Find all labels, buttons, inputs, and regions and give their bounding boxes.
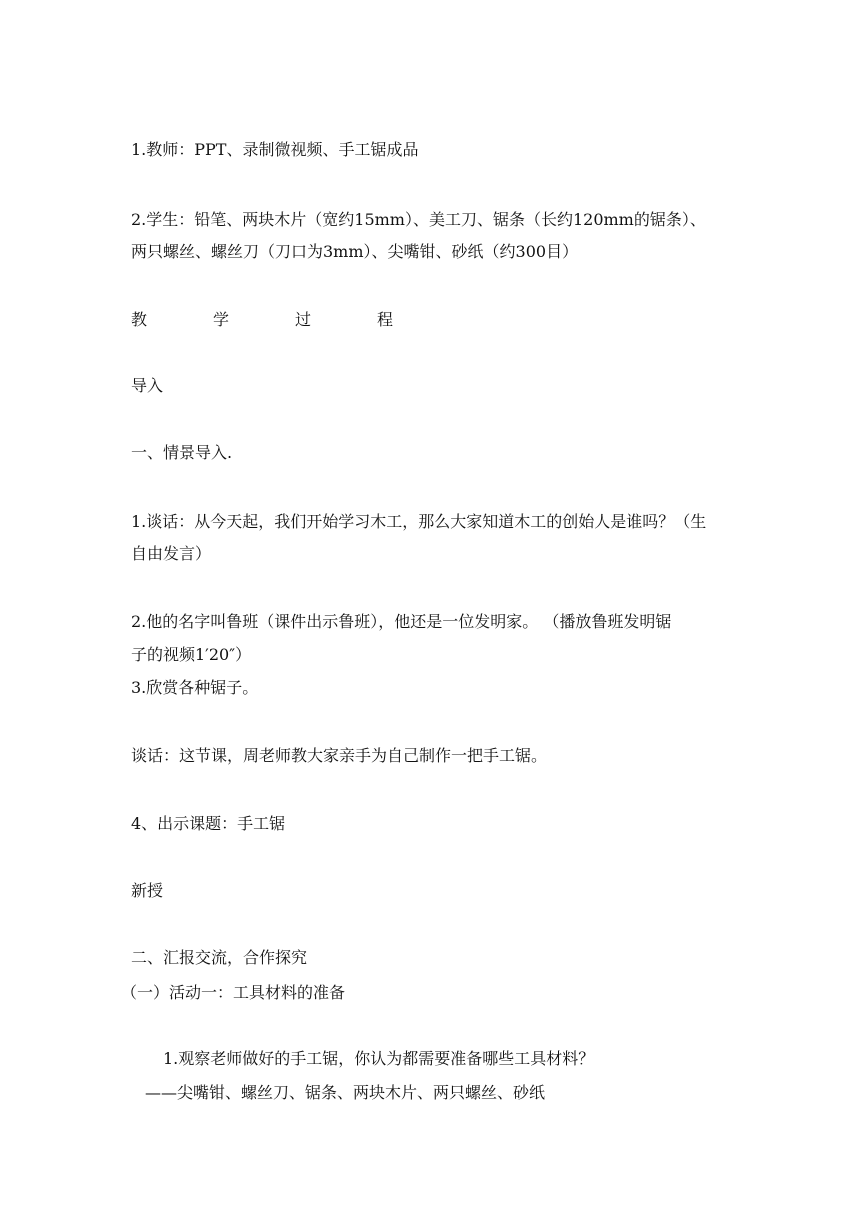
section-new-label: 新授 (131, 881, 164, 900)
observe-question: 1.观察老师做好的手工锯，你认为都需要准备哪些工具材料？ (163, 1049, 595, 1068)
activity-one-heading: （一）活动一：工具材料的准备 (121, 983, 346, 1002)
show-topic: 4、出示课题：手工锯 (131, 814, 286, 833)
process-heading-char-2: 学 (213, 310, 230, 329)
talk-line-2: 自由发言） (131, 544, 212, 563)
teacher-materials: 1.教师：PPT、录制微视频、手工锯成品 (131, 140, 419, 159)
process-heading-char-3: 过 (295, 310, 312, 329)
section-two-heading: 二、汇报交流，合作探究 (131, 948, 308, 967)
student-materials-line-2: 两只螺丝、螺丝刀（刀口为3mm）、尖嘴钳、砂纸（约300目） (131, 242, 579, 261)
talk-summary: 谈话：这节课，周老师教大家亲手为自己制作一把手工锯。 (131, 746, 548, 765)
process-heading-char-4: 程 (377, 310, 394, 329)
section-intro-label: 导入 (131, 376, 164, 395)
appreciate-saws: 3.欣赏各种锯子。 (131, 678, 259, 697)
process-heading (131, 310, 393, 330)
lu-ban-line-2: 子的视频1′20″） (131, 645, 252, 664)
section-one-heading: 一、情景导入. (131, 443, 233, 462)
tools-answer: ——尖嘴钳、螺丝刀、锯条、两块木片、两只螺丝、砂纸 (145, 1083, 546, 1102)
student-materials-line-1: 2.学生：铅笔、两块木片（宽约15mm）、美工刀、锯条（长约120mm的锯条）、 (131, 210, 706, 229)
lu-ban-line-1: 2.他的名字叫鲁班（课件出示鲁班），他还是一位发明家。 （播放鲁班发明锯 (131, 612, 672, 631)
process-heading-char-1: 教 (131, 310, 148, 329)
talk-line-1: 1.谈话：从今天起，我们开始学习木工，那么大家知道木工的创始人是谁吗？（生 (131, 512, 707, 531)
